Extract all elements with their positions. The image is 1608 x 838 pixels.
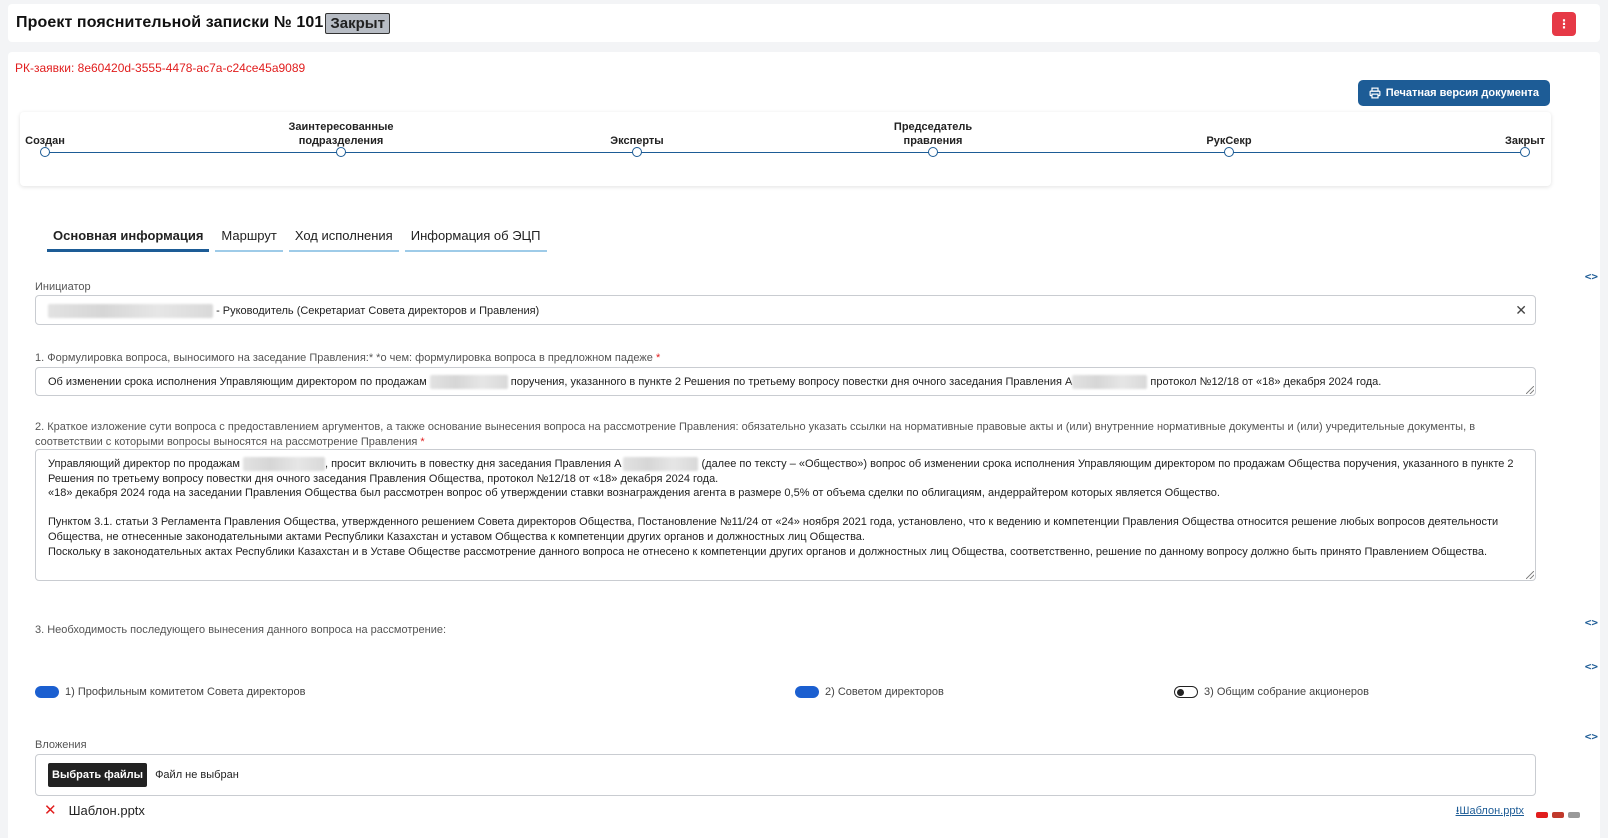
tab-execution[interactable]: Ход исполнения (289, 220, 399, 252)
step-dot (928, 147, 938, 157)
tab-main-info[interactable]: Основная информация (47, 220, 209, 252)
printer-icon (1369, 87, 1381, 99)
page-header (8, 4, 1600, 42)
summary-paragraph-3: Пунктом 3.1. статьи 3 Регламента Правления Общества, утвержденного решением Совета директоров Общества, Постановление №11/24 от «24» ноября 2021 года, установлено, что к ведению и компетенции Правления Общества относится решение любых вопросов деятельности Общества, не отнесенные законодательными актами Республики Казахстан и уставом Общества к компетенции других органов и должностных лиц Общества. (48, 516, 1499, 543)
print-version-button[interactable] (1358, 80, 1550, 106)
pdf-icon[interactable] (1552, 812, 1564, 818)
step-departments (261, 112, 421, 162)
request-pk: РК-заявки: 8e60420d-3555-4478-ac7a-c24ce45a9089 (15, 61, 306, 75)
main-card (8, 52, 1600, 838)
step-closed (1445, 112, 1605, 162)
toggle-switch[interactable] (1174, 686, 1198, 698)
file-status: Файл не выбран (155, 769, 239, 781)
question-textarea[interactable] (35, 367, 1536, 396)
question-label-text: 1. Формулировка вопроса, выносимого на заседание Правления:* *о чем: формулировка вопроса в предложном падеже (35, 352, 653, 364)
resize-handle-icon[interactable] (1526, 571, 1534, 579)
step-dot (632, 147, 642, 157)
file-input[interactable] (35, 754, 1536, 796)
question-label (35, 351, 660, 366)
more-menu-button[interactable] (1552, 12, 1576, 36)
step-label: Председатель правления (893, 121, 973, 147)
step-label: Эксперты (610, 135, 664, 147)
step-dot (336, 147, 346, 157)
step-label: РукСекр (1206, 135, 1252, 147)
attachment-name: Шаблон.pptx (68, 802, 145, 818)
code-toggle-icon[interactable]: <> (1584, 270, 1598, 283)
question-text-2: поручения, указанного в пункте 2 Решения по третьему вопросу повестки дня очного заседания Правления А (510, 375, 1073, 388)
question-text-1: Об изменении срока исполнения Управляющим директором по продажам (48, 375, 427, 388)
necessity-options (35, 686, 1545, 706)
summary-textarea[interactable] (35, 449, 1536, 581)
option-board[interactable] (795, 686, 944, 698)
code-toggle-icon[interactable]: <> (1584, 660, 1598, 673)
step-label: Заинтересованные подразделения (288, 121, 394, 147)
step-dot (1224, 147, 1234, 157)
clear-icon[interactable]: ✕ (1515, 302, 1527, 318)
step-dot (1520, 147, 1530, 157)
required-mark: * (420, 436, 425, 448)
redacted-text (623, 457, 698, 471)
choose-files-button[interactable]: Выбрать файлы (48, 763, 147, 787)
summary-paragraph-1 (48, 457, 1523, 486)
attachment-item (44, 801, 145, 819)
summary-text: Управляющий директор по продажам (48, 458, 240, 470)
option-label: 3) Общим собрание акционеров (1204, 686, 1369, 698)
step-label: Создан (25, 135, 65, 147)
option-label: 1) Профильным комитетом Совета директоров (65, 686, 306, 698)
attachments-label: Вложения (35, 739, 87, 751)
redacted-text (1072, 375, 1147, 389)
code-toggle-icon[interactable]: <> (1584, 730, 1598, 743)
page-title: Проект пояснительной записки № 101 (16, 14, 324, 31)
summary-text: (далее по тексту – «Общество») вопрос об изменении срока исполнения Управляющим директором по продажам Общества поручения, указанного в пункте 2 Решения по третьему вопросу повестки дня очного заседания Правления Общества, протокол №12/18 от «18» декабря 2024 года. (48, 458, 1514, 485)
initiator-field[interactable] (35, 295, 1536, 325)
option-label: 2) Советом директоров (825, 686, 944, 698)
step-chairman (853, 112, 1013, 162)
tab-eds-info[interactable]: Информация об ЭЦП (405, 220, 547, 252)
download-link[interactable]: ⭳Шаблон.pptx (1455, 805, 1524, 817)
summary-text: , просит включить в повестку дня заседания Правления А (324, 458, 622, 470)
initiator-label: Инициатор (35, 281, 91, 293)
tab-route[interactable]: Маршрут (215, 220, 282, 252)
edit-icon[interactable] (1568, 812, 1580, 818)
redacted-text (430, 375, 508, 389)
step-dot (40, 147, 50, 157)
status-badge: Закрыт (325, 13, 390, 34)
step-label: Закрыт (1504, 135, 1545, 147)
option-shareholders[interactable] (1174, 686, 1369, 698)
more-vertical-icon: ⋮ (1558, 17, 1570, 31)
print-button-label: Печатная версия документа (1385, 87, 1539, 99)
question-text-3: протокол №12/18 от «18» декабря 2024 года. (1150, 375, 1382, 388)
file-action-icons (1536, 812, 1580, 818)
step-experts (557, 112, 717, 162)
redacted-text (243, 457, 325, 471)
required-mark: * (655, 352, 661, 364)
toggle-switch[interactable] (795, 686, 819, 698)
tab-bar (47, 220, 547, 252)
redacted-name (48, 304, 213, 318)
option-committee[interactable] (35, 686, 305, 698)
summary-paragraph-4: Поскольку в законодательных актах Республики Казахстан и в Уставе Обществе рассмотрение данного вопроса не отнесено к компетенции других органов и должностных лиц Общества, соответственно, решение по данному вопросу должно быть принято Правлением Общества. (48, 545, 1488, 558)
initiator-value: - Руководитель (Секретариат Совета директоров и Правления) (216, 304, 540, 317)
code-toggle-icon[interactable]: <> (1584, 616, 1598, 629)
necessity-label: 3. Необходимость последующего вынесения данного вопроса на рассмотрение: (35, 624, 447, 636)
remove-icon[interactable]: ✕ (44, 802, 57, 819)
workflow-stepper (20, 112, 1551, 186)
summary-label-text: 2. Краткое изложение сути вопроса с предоставлением аргументов, а также основание вынесения вопроса на рассмотрение Правления: обязательно указать ссылки на нормативные правовые акты и (или) внутренние нормативные документы и (или) учредительные документы, в соответствии с которыми вопросы выносятся на рассмотрение Правления (35, 421, 1476, 448)
toggle-switch[interactable] (35, 686, 59, 698)
summary-label (35, 420, 1525, 450)
summary-paragraph-2: «18» декабря 2024 года на заседании Правления Общества был рассмотрен вопрос об утверждении ставки вознаграждения агента в размере 0,5% от объема сделки по облигациям, андеррайтером которых является Общество. (48, 487, 1220, 500)
paragraph-spacer (48, 501, 1523, 516)
delete-icon[interactable] (1536, 812, 1548, 818)
resize-handle-icon[interactable] (1526, 386, 1534, 394)
step-created (0, 112, 125, 162)
step-ruksekr (1149, 112, 1309, 162)
